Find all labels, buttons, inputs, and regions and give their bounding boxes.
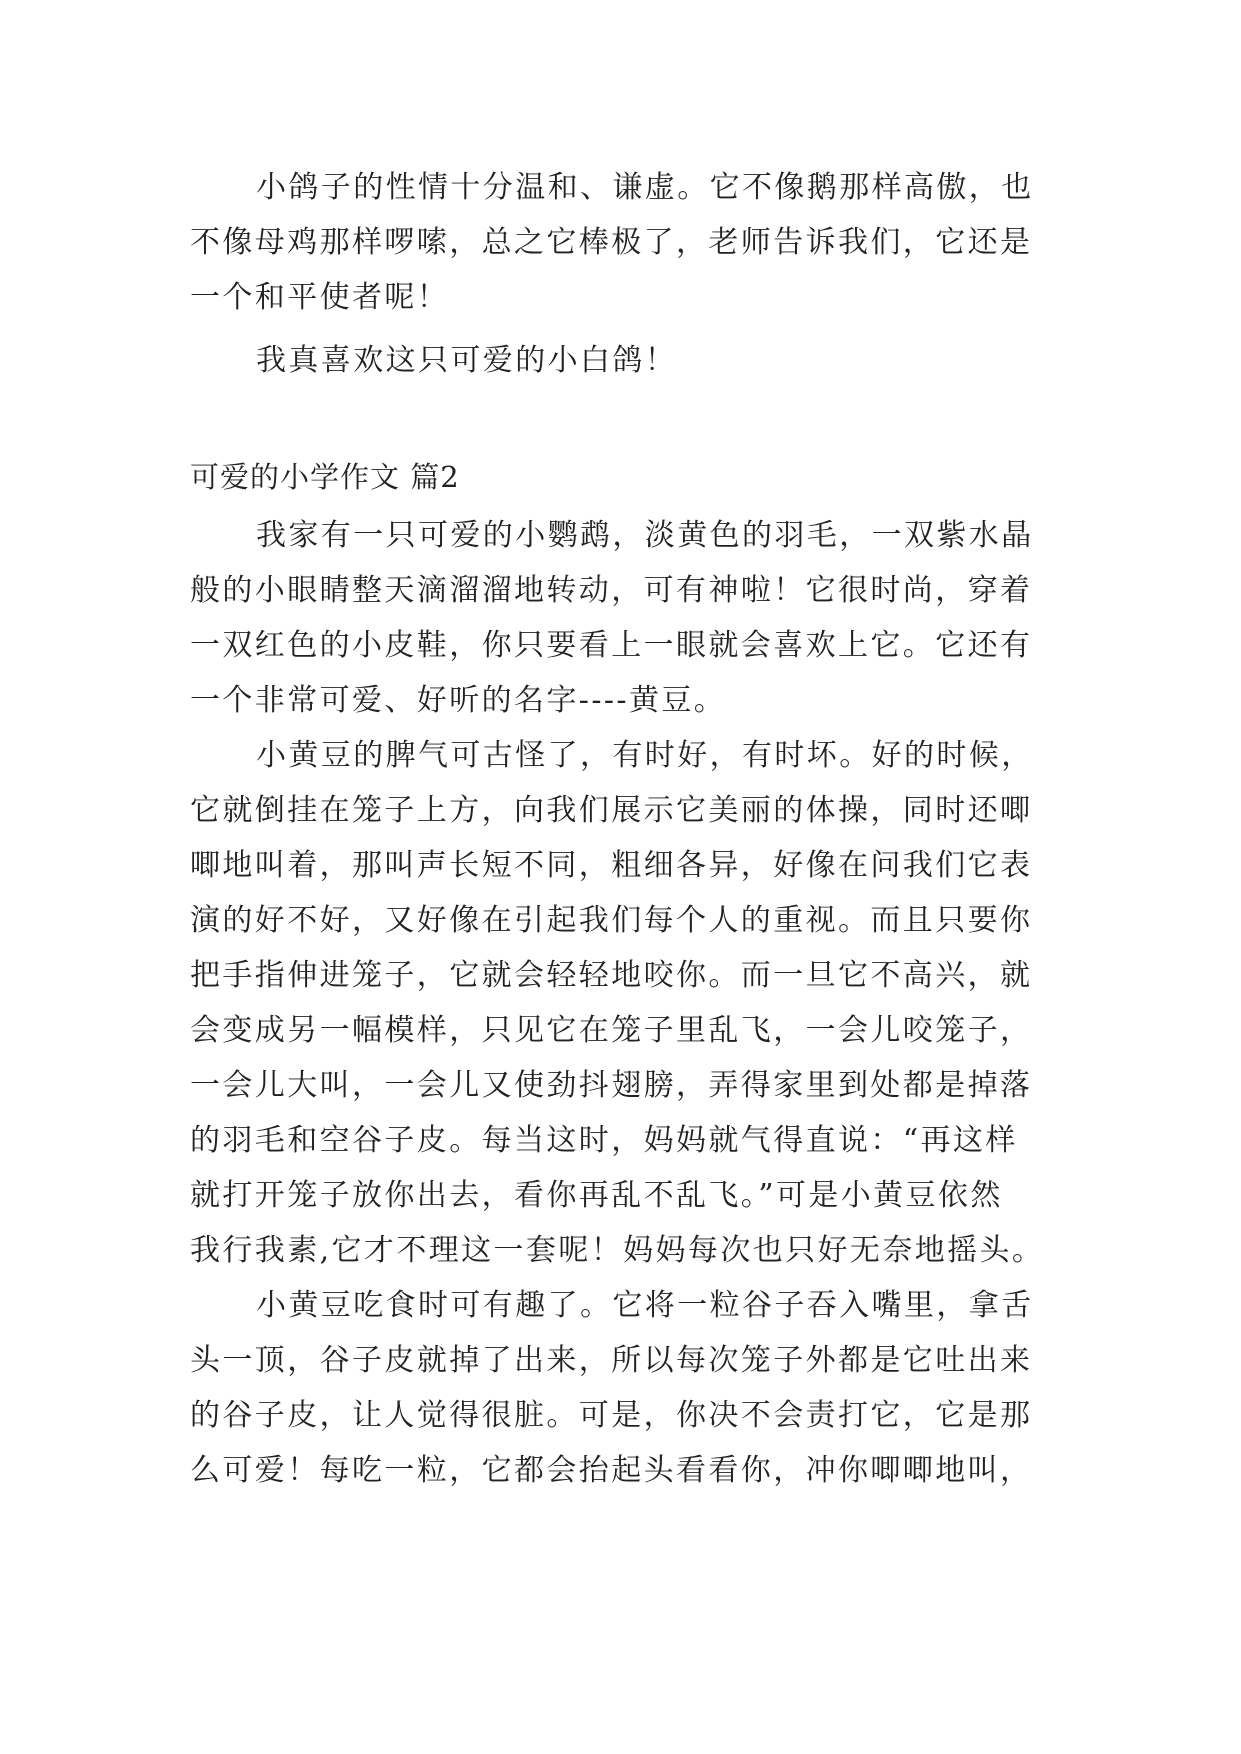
text-line: 小黄豆吃食时可有趣了。它将一粒谷子吞入嘴里，拿舌 <box>256 1288 1034 1323</box>
text-line: 我家有一只可爱的小鹦鹉，淡黄色的羽毛，一双紫水晶 <box>256 518 1034 553</box>
text-line: 小鸽子的性情十分温和、谦虚。它不像鹅那样高傲，也 <box>256 170 1034 205</box>
paragraph <box>190 333 1070 388</box>
text-line: 它就倒挂在笼子上方，向我们展示它美丽的体操，同时还唧 <box>190 793 1033 828</box>
text-line: 我真喜欢这只可爱的小白鸽！ <box>256 343 678 378</box>
text-line: 一双红色的小皮鞋，你只要看上一眼就会喜欢上它。它还有 <box>190 628 1033 663</box>
text-line: 演的好不好，又好像在引起我们每个人的重视。而且只要你 <box>190 903 1033 938</box>
text-line: 会变成另一幅模样，只见它在笼子里乱飞，一会儿咬笼子， <box>190 1013 1033 1048</box>
paragraph <box>190 160 1070 325</box>
text-line: 般的小眼睛整天滴溜溜地转动，可有神啦！它很时尚，穿着 <box>190 573 1033 608</box>
text-line: 么可爱！每吃一粒，它都会抬起头看看你，冲你唧唧地叫， <box>190 1453 1033 1488</box>
text-line: 的羽毛和空谷子皮。每当这时，妈妈就气得直说：“再这样 <box>190 1123 1018 1158</box>
section-heading: 可爱的小学作文 篇2 <box>190 460 460 494</box>
text-line: 把手指伸进笼子，它就会轻轻地咬你。而一旦它不高兴，就 <box>190 958 1033 993</box>
text-line: 一会儿大叫，一会儿又使劲抖翅膀，弄得家里到处都是掉落 <box>190 1068 1033 1103</box>
paragraph <box>190 728 1070 1278</box>
text-line: 我行我素,它才不理这一套呢！妈妈每次也只好无奈地摇头。 <box>190 1233 1045 1268</box>
document-page <box>190 160 1070 1498</box>
text-line: 不像母鸡那样啰嗦，总之它棒极了，老师告诉我们，它还是 <box>190 225 1033 260</box>
paragraph <box>190 1278 1070 1498</box>
paragraph <box>190 508 1070 728</box>
text-line: 头一顶，谷子皮就掉了出来，所以每次笼子外都是它吐出来 <box>190 1343 1033 1378</box>
text-line: 一个和平使者呢！ <box>190 280 450 315</box>
text-line: 唧地叫着，那叫声长短不同，粗细各异，好像在问我们它表 <box>190 848 1033 883</box>
text-line: 就打开笼子放你出去，看你再乱不乱飞。”可是小黄豆依然 <box>190 1178 1003 1213</box>
text-line: 一个非常可爱、好听的名字----黄豆。 <box>190 683 727 718</box>
text-line: 的谷子皮，让人觉得很脏。可是，你决不会责打它，它是那 <box>190 1398 1033 1433</box>
text-line: 小黄豆的脾气可古怪了，有时好，有时坏。好的时候， <box>256 738 1034 773</box>
